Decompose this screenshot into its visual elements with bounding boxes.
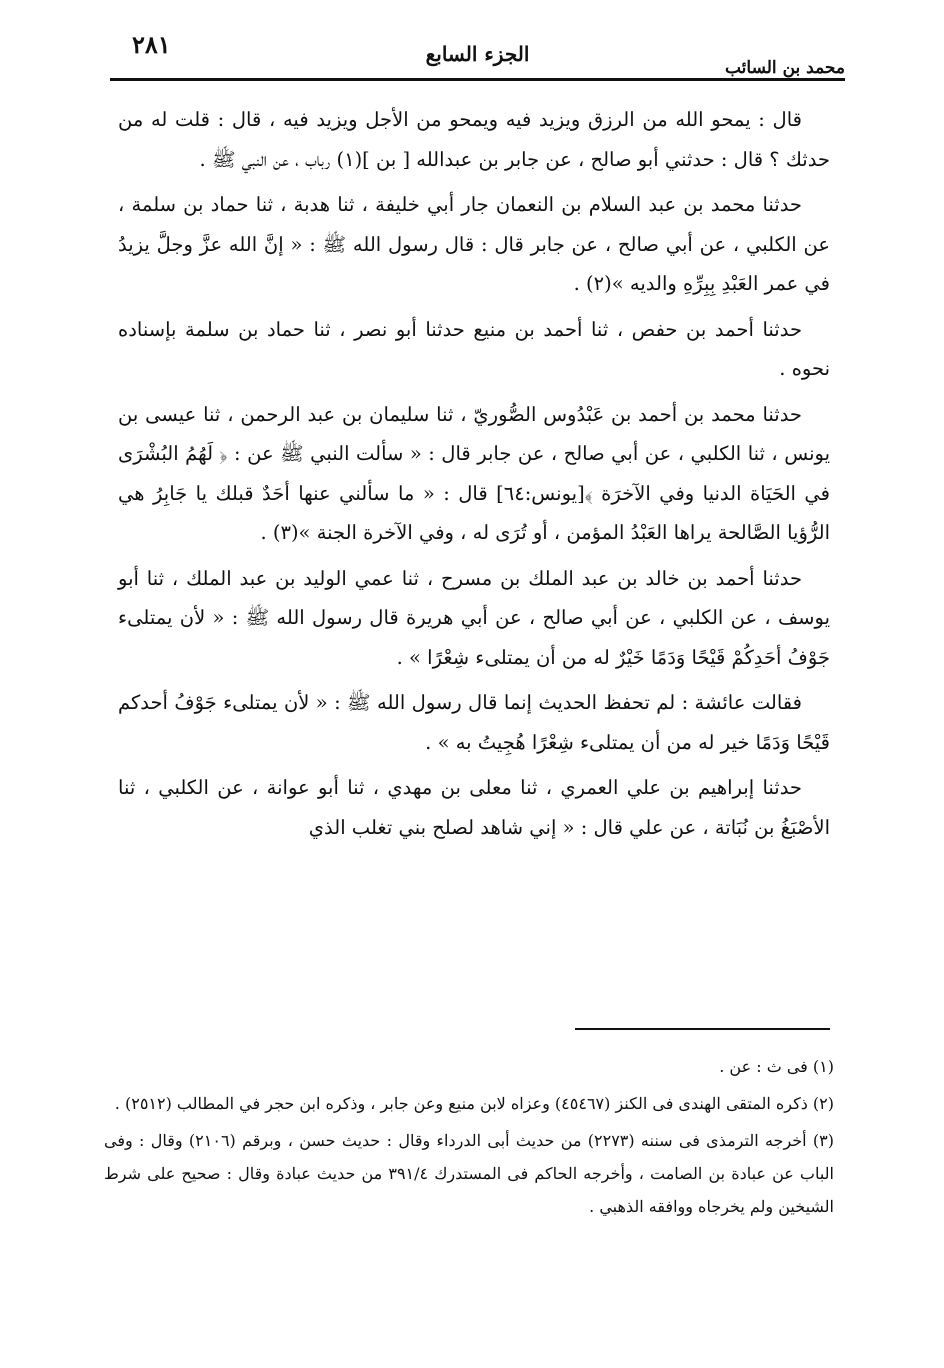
footnote-rule bbox=[575, 1028, 830, 1030]
paragraph-2: حدثنا محمد بن عبد السلام بن النعمان جار أبي خليفة ، ثنا هدبة ، ثنا حماد بن سلمة ، عن الكلبي ، عن أبي صالح ، عن جابر قال : قال رسول الله ﷺ : « إنَّ الله عزَّ وجلَّ يزيدُ في عمر العَبْدِ بِبِرِّهِ والديه »(٢) . bbox=[118, 193, 830, 295]
paragraph-7: حدثنا إبراهيم بن علي العمري ، ثنا معلى بن مهدي ، ثنا أبو عوانة ، عن الكلبي ، ثنا الأصْبَغُ بن نُبَاتة ، عن علي قال : « إني شاهد لصلح بني تغلب الذي bbox=[118, 776, 830, 839]
main-text bbox=[118, 100, 830, 853]
footnote-3: (٣) أخرجه الترمذى فى سننه (٢٢٧٣) من حديث أبى الدرداء وقال : حديث حسن ، وبرقم (٢١٠٦) وقال : وفى الباب عن عبادة بن الصامت ، وأخرجه الحاكم فى المستدرك ٣٩١/٤ من حديث عبادة وقال : صحيح على شرط الشيخين ولم يخرجاه ووافقه الذهبي . bbox=[104, 1131, 835, 1216]
footnotes bbox=[104, 1050, 834, 1227]
page-header bbox=[110, 30, 845, 78]
paragraph-3: حدثنا أحمد بن حفص ، ثنا أحمد بن منيع حدثنا أبو نصر ، ثنا حماد بن سلمة بإسناده نحوه . bbox=[118, 317, 830, 380]
part-title: الجزء السابع bbox=[425, 42, 530, 66]
paragraph-4: حدثنا محمد بن أحمد بن عَبْدُوس الصُّوريّ ، ثنا سليمان بن عبد الرحمن ، ثنا عيسى بن يونس ، ثنا الكلبي ، عن أبي صالح ، عن جابر قال : « سألت النبي ﷺ عن : ﴿ لَهُمُ البُشْرَى في الحَيَاة الدنيا وفي الآخرَة ﴾[يونس:٦٤] قال : « ما سألني عنها أحَدٌ قبلك يا جَابِرُ هي الرُّؤيا الصَّالحة يراها العَبْدُ المؤمن ، أو تُرَى له ، وفي الآخرة الجنة »(٣) . bbox=[118, 402, 831, 544]
running-title: محمد بن السائب bbox=[724, 58, 845, 78]
paragraph-1: قال : يمحو الله من الرزق ويزيد فيه ويمحو من الأجل ويزيد فيه ، قال : قلت له من حدثك ؟ قال : حدثني أبو صالح ، عن جابر بن عبدالله [ بن ](١) رباب ، عن النبي ﷺ . bbox=[118, 108, 830, 171]
page-number: ٢٨١ bbox=[132, 30, 171, 59]
footnote-2: (٢) ذكره المتقى الهندى فى الكنز (٤٥٤٦٧) وعزاه لابن منيع وعن جابر ، وذكره ابن حجر في المطالب (٢٥١٢) . bbox=[114, 1094, 834, 1113]
paragraph-5: حدثنا أحمد بن خالد بن عبد الملك بن مسرح ، ثنا عمي الوليد بن عبد الملك ، ثنا أبو يوسف ، عن الكلبي ، عن أبي صالح ، عن أبي هريرة قال رسول الله ﷺ : « لأن يمتلىء جَوْفُ أحَدِكُمْ قَيْحًا وَدَمًا خَيْرٌ له من أن يمتلىء شِعْرًا » . bbox=[118, 566, 830, 669]
footnote-1: (١) فى ث : عن . bbox=[719, 1057, 834, 1076]
paragraph-6: فقالت عائشة : لم تحفظ الحديث إنما قال رسول الله ﷺ : « لأن يمتلىء جَوْفُ أحدكم قَيْحًا وَدَمًا خير له من أن يمتلىء شِعْرًا هُجِيتُ به » . bbox=[118, 691, 830, 754]
header-rule bbox=[110, 78, 845, 81]
